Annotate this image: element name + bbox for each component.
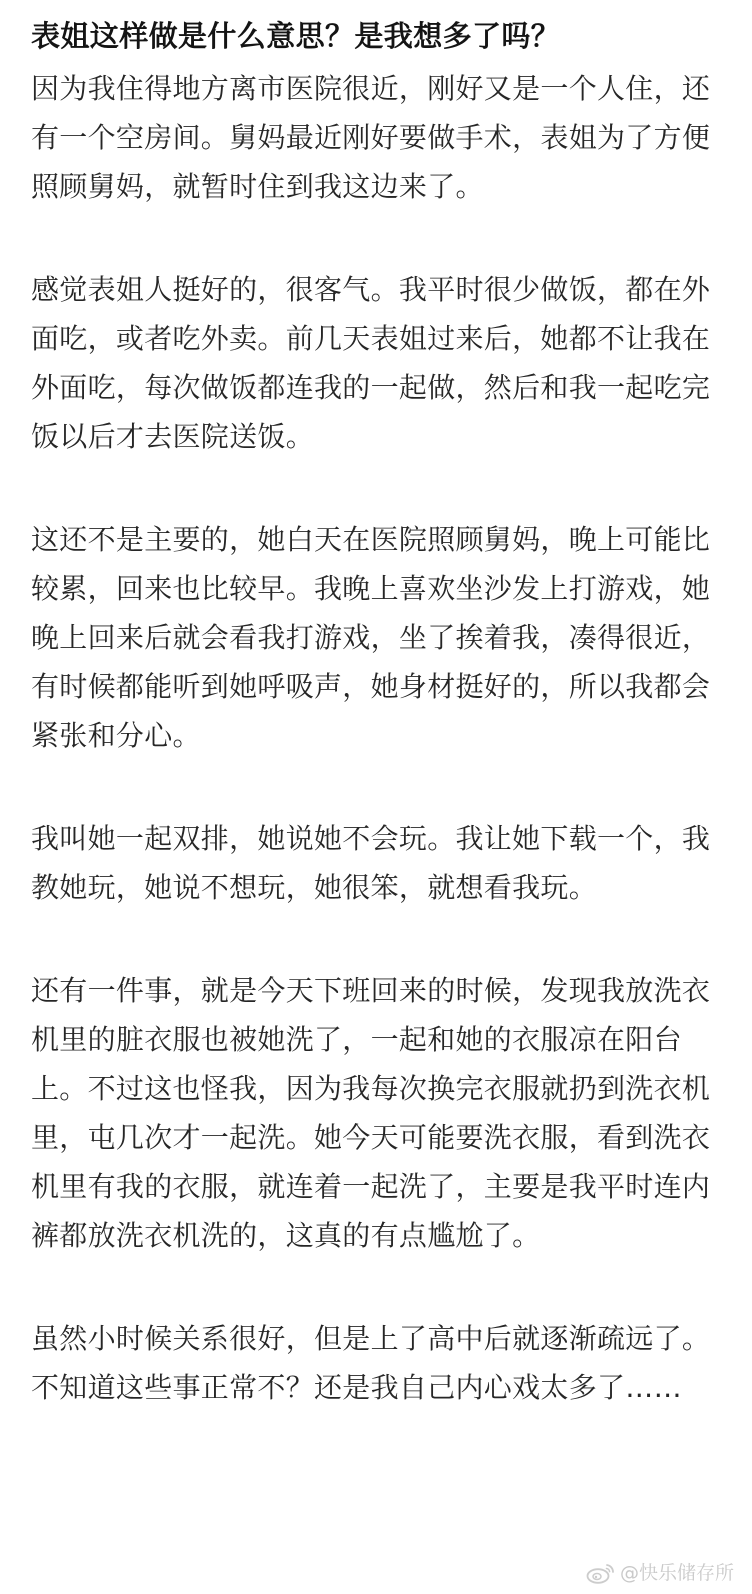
paragraph-1: 因为我住得地方离市医院很近，刚好又是一个人住，还有一个空房间。舅妈最近刚好要做手术，表姐为了方便照顾舅妈，就暂时住到我这边来了。 [31,72,711,203]
weibo-watermark [586,1562,734,1584]
paragraph-6: 虽然小时候关系很好，但是上了高中后就逐渐疏远了。不知道这些事正常不？还是我自己内心戏太多了…… [31,1322,711,1404]
watermark-text: @快乐储存所 [619,1562,734,1584]
weibo-icon [586,1562,616,1584]
paragraph-2: 感觉表姐人挺好的，很客气。我平时很少做饭，都在外面吃，或者吃外卖。前几天表姐过来后，她都不让我在外面吃，每次做饭都连我的一起做，然后和我一起吃完饭以后才去医院送饭。 [31,273,711,453]
post-body [31,64,724,1412]
paragraph-4: 我叫她一起双排，她说她不会玩。我让她下载一个，我教她玩，她说不想玩，她很笨，就想看我玩。 [31,822,711,904]
post-title: 表姐这样做是什么意思？是我想多了吗？ [31,19,561,53]
paragraph-3: 这还不是主要的，她白天在医院照顾舅妈，晚上可能比较累，回来也比较早。我晚上喜欢坐沙发上打游戏，她晚上回来后就会看我打游戏，坐了挨着我，凑得很近，有时候都能听到她呼吸声，她身材挺好的，所以我都会紧张和分心。 [31,523,711,752]
paragraph-5: 还有一件事，就是今天下班回来的时候，发现我放洗衣机里的脏衣服也被她洗了，一起和她的衣服凉在阳台上。不过这也怪我，因为我每次换完衣服就扔到洗衣机里，屯几次才一起洗。她今天可能要洗衣服，看到洗衣机里有我的衣服，就连着一起洗了，主要是我平时连内裤都放洗衣机洗的，这真的有点尴尬了。 [31,974,711,1252]
